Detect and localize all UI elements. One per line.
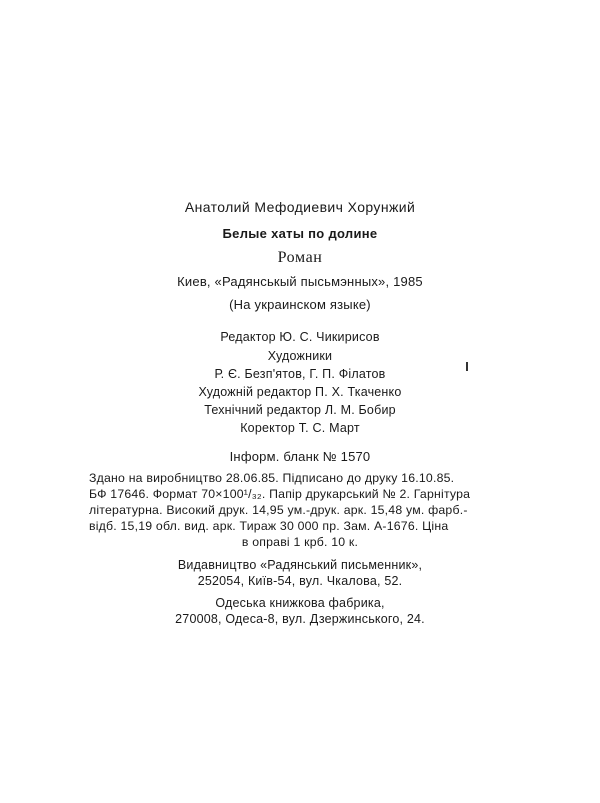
- technical-line: Здано на виробництво 28.06.85. Підписано до друку 16.10.85.: [89, 471, 455, 485]
- author-name: Анатолий Мефодиевич Хорунжий: [184, 199, 416, 215]
- inform-blank: Інформ. бланк № 1570: [229, 449, 371, 464]
- technical-line: БФ 17646. Формат 70×100¹/₃₂. Папір друкарський № 2. Гарнітура: [89, 487, 471, 501]
- technical-line: відб. 15,19 обл. вид. арк. Тираж 30 000 пр. Зам. А-1676. Ціна: [89, 519, 449, 533]
- book-genre: Роман: [277, 249, 323, 266]
- credit-artists-heading: Художники: [267, 349, 333, 363]
- publisher-address: 252054, Київ-54, вул. Чкалова, 52.: [197, 574, 403, 588]
- print-mark: [466, 362, 468, 371]
- language-note: (На украинском языке): [229, 297, 371, 312]
- technical-line: в оправі 1 крб. 10 к.: [241, 535, 359, 549]
- credit-editor: Редактор Ю. С. Чикирисов: [220, 330, 380, 344]
- publisher-name: Видавництво «Радянський письменник»,: [177, 558, 423, 572]
- printer-name: Одеська книжкова фабрика,: [215, 596, 385, 610]
- book-title: Белые хаты по долине: [222, 226, 378, 241]
- publication-line: Киев, «Радянськый пысьмэнных», 1985: [177, 274, 423, 289]
- technical-line: літературна. Високий друк. 14,95 ум.-друк. арк. 15,48 ум. фарб.-: [89, 503, 468, 517]
- credit-artists: Р. Є. Безп'ятов, Г. П. Філатов: [214, 367, 386, 381]
- credit-art-editor: Художній редактор П. Х. Ткаченко: [198, 385, 402, 399]
- credit-proofreader: Коректор Т. С. Март: [240, 421, 360, 435]
- credit-tech-editor: Технічний редактор Л. М. Бобир: [204, 403, 396, 417]
- printer-address: 270008, Одеса-8, вул. Дзержинського, 24.: [175, 612, 425, 626]
